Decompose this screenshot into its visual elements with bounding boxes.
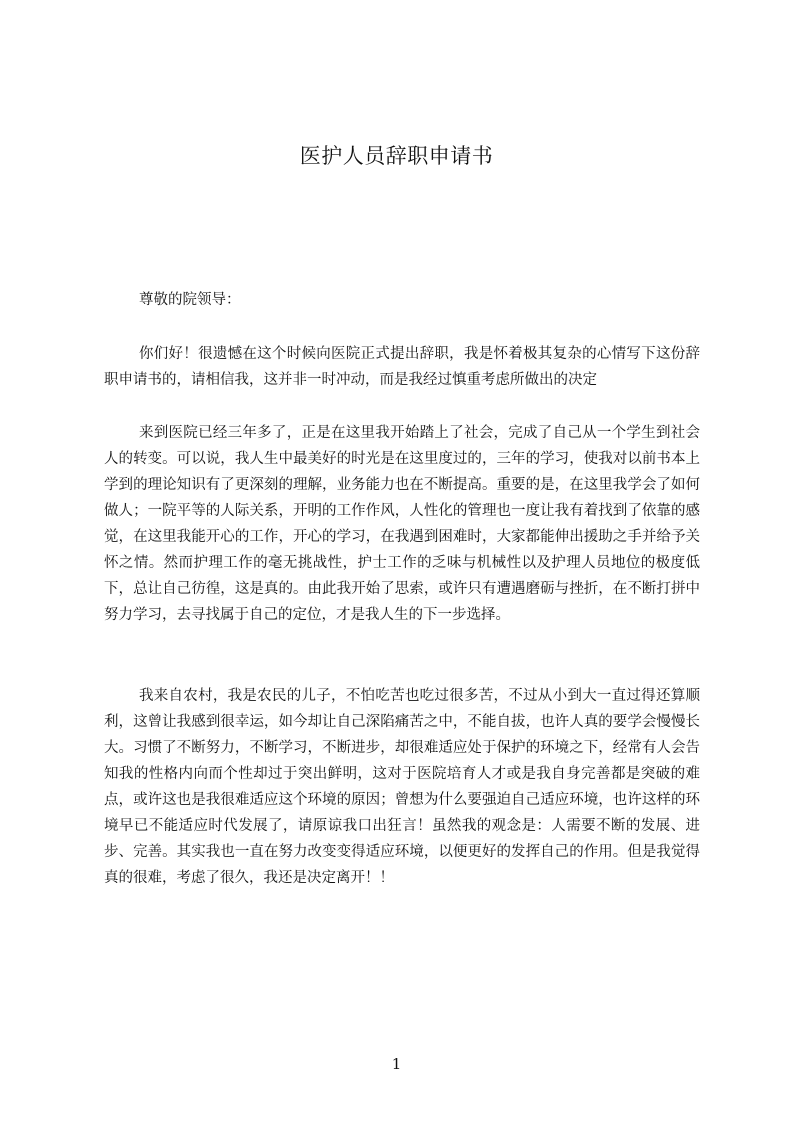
paragraph-3: 我来自农村，我是农民的儿子，不怕吃苦也吃过很多苦，不过从小到大一直过得还算顺利，这曾让我感到很幸运，如今却让自己深陷痛苦之中，不能自拔，也许人真的要学会慢慢长大。习惯了不断努力，不断学习，不断进步，却很难适应处于保护的环境之下，经常有人会告知我的性格内向而个性却过于突出鲜明，这对于医院培育人才或是我自身完善都是突破的难点，或许这也是我很难适应这个环境的原因；曾想为什么要强迫自己适应环境，也许这样的环境早已不能适应时代发展了，请原谅我口出狂言！虽然我的观念是：人需要不断的发展、进步、完善。其实我也一直在努力改变变得适应环境，以便更好的发挥自己的作用。但是我觉得真的很难，考虑了很久，我还是决定离开！！ [104,688,700,886]
paragraph-2: 来到医院已经三年多了，正是在这里我开始踏上了社会，完成了自己从一个学生到社会人的转变。可以说，我人生中最美好的时光是在这里度过的，三年的学习，使我对以前书本上学到的理论知识有了更深刻的理解，业务能力也在不断提高。重要的是，在这里我学会了如何做人；一院平等的人际关系，开明的工作作风，人性化的管理也一度让我有着找到了依靠的感觉，在这里我能开心的工作，开心的学习，在我遇到困难时，大家都能伸出援助之手并给予关怀之情。然而护理工作的毫无挑战性，护士工作的乏味与机械性以及护理人员地位的极度低下，总让自己彷徨，这是真的。由此我开始了思索，或许只有遭遇磨砺与挫折，在不断打拼中努力学习，去寻找属于自己的定位，才是我人生的下一步选择。 [104,425,700,623]
page-number: 1 [391,1055,402,1073]
salutation: 尊敬的院领导： [139,292,241,308]
paragraph-1: 你们好！很遗憾在这个时候向医院正式提出辞职，我是怀着极其复杂的心情写下这份辞职申请书的，请相信我，这并非一时冲动，而是我经过慎重考虑所做出的决定 [104,346,700,388]
document-title: 医护人员辞职申请书 [299,144,494,168]
